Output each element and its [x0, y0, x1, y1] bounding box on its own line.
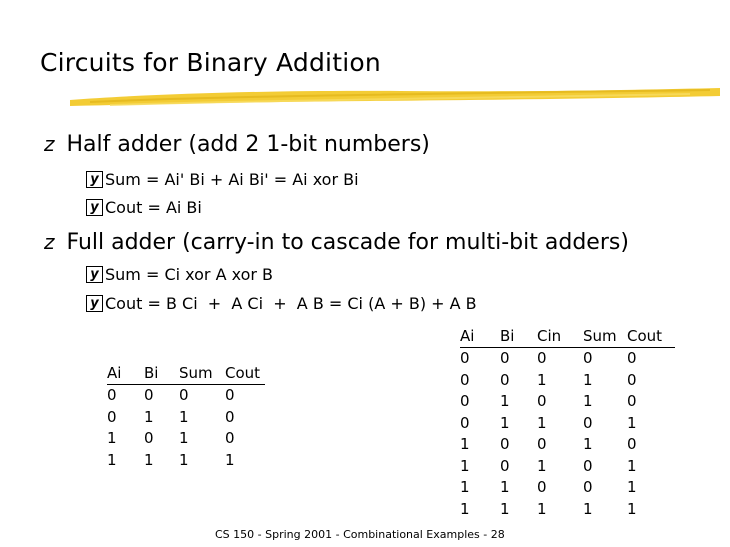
table-cell: 1	[144, 407, 154, 426]
title-underline-brush	[70, 82, 720, 112]
table-cell: 0	[500, 349, 510, 368]
table-cell: 0	[537, 392, 547, 411]
table-cell: 1	[583, 499, 593, 518]
table-cell: 0	[107, 386, 117, 405]
table-cell: 0	[500, 456, 510, 475]
table-cell: 1	[627, 499, 637, 518]
sub-bullet-text: Cout = B Ci + A Ci + A B = Ci (A + B) + A B	[105, 294, 477, 313]
table-cell: 1	[583, 435, 593, 454]
slide-footer: CS 150 - Spring 2001 - Combinational Examples - 28	[215, 528, 505, 541]
table-cell: 1	[179, 429, 189, 448]
sub-bullet-text: Cout = Ai Bi	[105, 198, 202, 217]
table-cell: 0	[537, 478, 547, 497]
table-cell: 0	[627, 435, 637, 454]
table-cell: 0	[225, 429, 235, 448]
table-cell: 0	[627, 370, 637, 389]
table-cell: 1	[500, 413, 510, 432]
table-cell: 1	[144, 450, 154, 469]
sub-bullet-text: Sum = Ci xor A xor B	[105, 265, 274, 284]
table-row	[460, 412, 675, 434]
table-cell: 1	[500, 478, 510, 497]
table-cell: 0	[225, 386, 235, 405]
table-cell: 0	[144, 386, 154, 405]
table-cell: 1	[107, 429, 117, 448]
table-cell: 1	[179, 407, 189, 426]
table-row	[107, 428, 265, 450]
bullet-z-icon: z	[44, 132, 55, 156]
table-row	[460, 434, 675, 456]
table-cell: 0	[537, 435, 547, 454]
table-cell: 1	[225, 450, 235, 469]
column-header: Sum	[583, 325, 627, 347]
column-header: Cin	[537, 325, 583, 347]
table-cell: 1	[500, 392, 510, 411]
table-cell: 0	[500, 435, 510, 454]
table-cell: 1	[179, 450, 189, 469]
table-cell: 0	[500, 370, 510, 389]
table-row	[460, 391, 675, 413]
half-table-body	[107, 384, 265, 471]
bullet-y-icon: y	[86, 171, 103, 188]
table-cell: 0	[460, 370, 470, 389]
table-cell: 0	[144, 429, 154, 448]
sub-bullet-sum	[86, 170, 359, 189]
bullet-heading: Full adder (carry-in to cascade for multi-bit adders)	[66, 230, 629, 255]
table-cell: 0	[537, 349, 547, 368]
table-cell: 1	[500, 499, 510, 518]
sub-bullet-cout	[86, 198, 202, 217]
table-cell: 0	[627, 392, 637, 411]
bullet-y-icon: y	[86, 295, 103, 312]
sub-bullet-sum	[86, 265, 273, 284]
sub-bullet-text: Sum = Ai' Bi + Ai Bi' = Ai xor Bi	[105, 170, 359, 189]
table-row	[460, 477, 675, 499]
column-header: Bi	[500, 325, 537, 347]
table-cell: 0	[460, 392, 470, 411]
table-row	[107, 384, 265, 406]
table-row	[460, 455, 675, 477]
column-header: Sum	[179, 362, 225, 384]
table-cell: 0	[179, 386, 189, 405]
table-cell: 0	[627, 349, 637, 368]
table-cell: 1	[460, 499, 470, 518]
table-cell: 0	[225, 407, 235, 426]
bullet-y-icon: y	[86, 266, 103, 283]
slide-title: Circuits for Binary Addition	[40, 48, 381, 77]
table-cell: 1	[627, 478, 637, 497]
table-cell: 1	[107, 450, 117, 469]
bullet-z-icon: z	[44, 230, 55, 254]
table-row	[460, 369, 675, 391]
table-cell: 1	[537, 413, 547, 432]
column-header: Cout	[627, 325, 675, 347]
table-cell: 1	[583, 392, 593, 411]
table-cell: 1	[627, 456, 637, 475]
column-header: Bi	[144, 362, 179, 384]
table-cell: 0	[460, 413, 470, 432]
table-cell: 1	[537, 499, 547, 518]
sub-bullet-cout	[86, 294, 477, 313]
table-cell: 1	[537, 370, 547, 389]
table-cell: 1	[627, 413, 637, 432]
table-cell: 1	[460, 478, 470, 497]
column-header: Ai	[460, 325, 500, 347]
table-row	[460, 347, 675, 369]
table-cell: 1	[537, 456, 547, 475]
bullet-full-adder	[44, 230, 629, 255]
bullet-half-adder	[44, 132, 430, 157]
table-cell: 0	[107, 407, 117, 426]
table-row	[460, 498, 675, 520]
table-cell: 0	[583, 413, 593, 432]
full-adder-truth-table	[460, 325, 675, 520]
table-cell: 0	[460, 349, 470, 368]
bullet-heading: Half adder (add 2 1-bit numbers)	[66, 132, 430, 157]
bullet-y-icon: y	[86, 199, 103, 216]
half-adder-truth-table	[107, 362, 265, 471]
table-cell: 0	[583, 349, 593, 368]
table-cell: 0	[583, 478, 593, 497]
table-cell: 1	[460, 456, 470, 475]
column-header: Cout	[225, 362, 265, 384]
table-cell: 1	[583, 370, 593, 389]
table-cell: 0	[583, 456, 593, 475]
table-row	[107, 406, 265, 428]
full-table-body	[460, 347, 675, 520]
column-header: Ai	[107, 362, 144, 384]
table-cell: 1	[460, 435, 470, 454]
table-row	[107, 449, 265, 471]
